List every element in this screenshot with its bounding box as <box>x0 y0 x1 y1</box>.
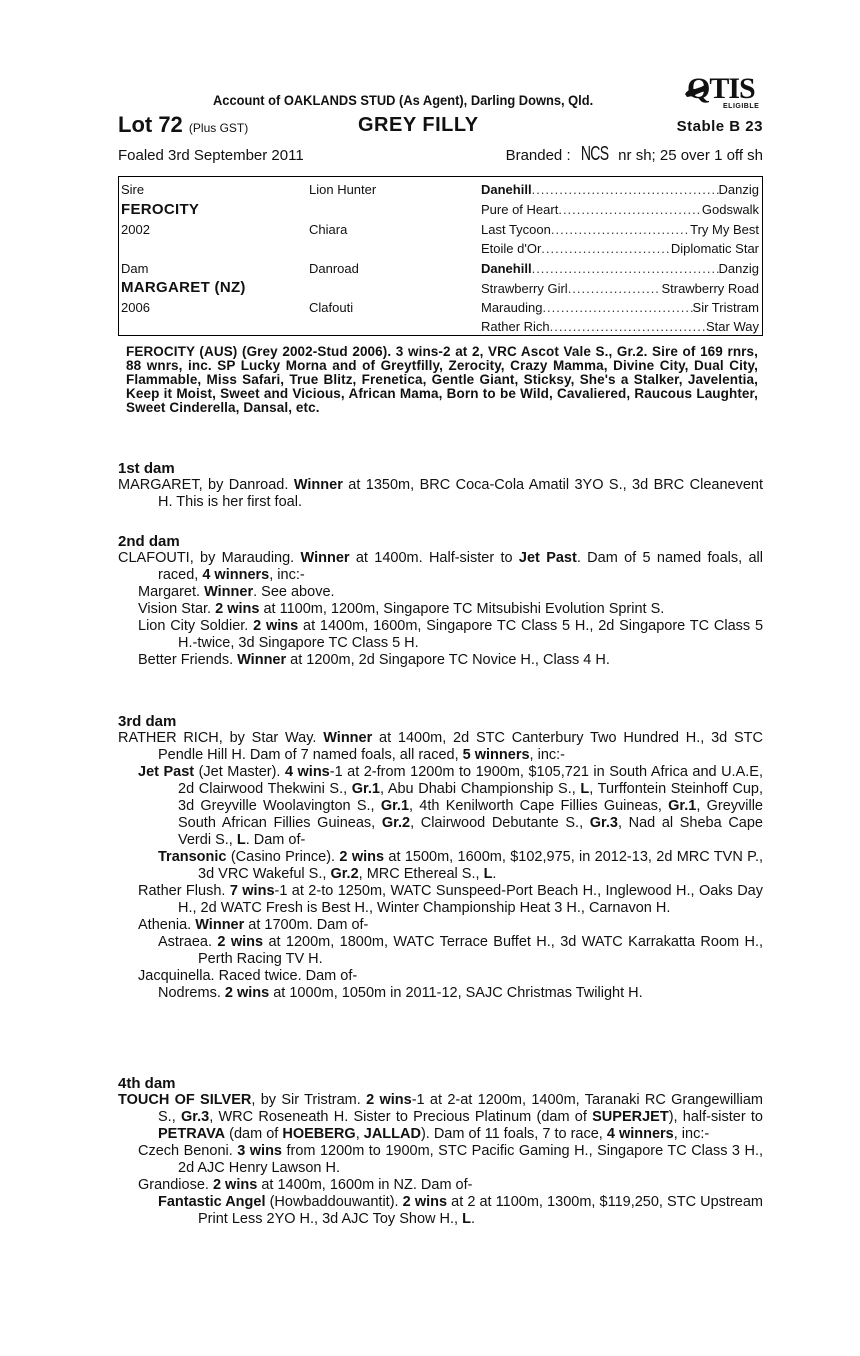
foaled-date: Foaled 3rd September 2011 <box>118 147 304 164</box>
third-dam-section <box>118 713 763 1002</box>
sire-name: FEROCITY <box>121 201 200 218</box>
section-heading: 1st dam <box>118 460 175 477</box>
ggp-row: Pure of Heart ..... Godswalk <box>481 202 759 217</box>
text-run: , WRC Roseneath H. Sister to Precious Platinum (dam of <box>209 1109 593 1125</box>
text-run: -1 at 2-at 1200m, 1400m, Taranaki RC Grangewilliam S., <box>158 1092 763 1125</box>
lot-row <box>118 112 763 140</box>
text-run: ). Dam of 11 foals, 7 to race, <box>420 1126 607 1142</box>
text-run: (dam of <box>225 1126 283 1142</box>
text-run: Rather Flush. <box>138 883 230 899</box>
dam-year: 2006 <box>121 300 150 315</box>
bold-run: 3 wins <box>237 1143 283 1159</box>
text-run: from 1200m to 1900m, STC Pacific Gaming H., Singapore TC Class 3 H., 2d AJC Henry Lawson H. <box>178 1143 763 1176</box>
text-run: at 1700m. Dam of- <box>244 917 369 933</box>
bold-run: L <box>483 866 493 882</box>
dam-paragraph <box>118 550 763 584</box>
bold-run: JALLAD <box>363 1126 421 1142</box>
text-run: -1 at 2-to 1250m, WATC Sunspeed-Port Beach H., Inglewood H., Oaks Day H., 2d WATC Fresh is Best H., Winter Championship Heat 3 H., Carnavon H. <box>178 883 763 916</box>
brand-mark: NCS <box>580 143 609 165</box>
bold-run: TOUCH OF SILVER <box>118 1092 252 1108</box>
section-heading: 4th dam <box>118 1075 176 1092</box>
text-run: , 4th Kenilworth Cape Fillies Guineas, <box>409 798 669 814</box>
gst-note: (Plus GST) <box>188 121 249 135</box>
text-run: Better Friends. <box>138 652 238 668</box>
text-run: -1 at 2-from 1200m to 1900m, $105,721 in South Africa and U.A.E, 2d Clairwood Thekwini S., <box>178 764 763 797</box>
text-run: , <box>355 1126 364 1142</box>
bold-run: Gr.3 <box>180 1109 210 1125</box>
bold-run: Gr.3 <box>589 815 618 831</box>
produce-paragraph <box>118 601 763 618</box>
bold-run: 2 wins <box>339 849 385 865</box>
produce-paragraph <box>118 764 763 849</box>
lot-number: Lot 72 (Plus GST) <box>118 112 249 137</box>
bold-run: Gr.1 <box>351 781 380 797</box>
dam-paragraph <box>118 730 763 764</box>
text-run: at 1400m, 1600m, Singapore TC Class 5 H., 2d Singapore TC Class 5 H.-twice, 3d Singapore TC Class 5 H. <box>178 618 764 651</box>
bold-run: Winner <box>195 917 245 933</box>
bold-run: Gr.2 <box>330 866 359 882</box>
produce-paragraph <box>118 934 763 968</box>
text-run: , Clairwood Debutante S., <box>410 815 590 831</box>
qtis-logo-text: QTIS <box>687 72 755 105</box>
bold-run: PETRAVA <box>158 1126 226 1142</box>
ggp-row: Danehill ..... Danzig <box>481 182 759 197</box>
text-run: Margaret. <box>138 584 205 600</box>
bold-run: 4 wins <box>284 764 330 780</box>
text-run: RATHER RICH, by Star Way. <box>118 730 324 746</box>
dam-label: Dam <box>121 261 149 276</box>
bold-run: Winner <box>293 477 343 493</box>
bold-run: Winner <box>300 550 350 566</box>
produce-paragraph <box>118 584 763 601</box>
text-run: , Greyville South African Fillies Guineas, <box>178 798 763 831</box>
bold-run: HOEBERG <box>282 1126 356 1142</box>
lot-sex: GREY FILLY <box>358 114 479 136</box>
fourth-dam-section <box>118 1075 763 1228</box>
text-run: , Turffontein Steinhoff Cup, 3d Greyville Woolavington S., <box>178 781 763 814</box>
text-run: Vision Star. <box>138 601 216 617</box>
bold-run: Gr.2 <box>381 815 411 831</box>
vendor-account: Account of OAKLANDS STUD (As Agent), Darling Downs, Qld. <box>213 92 594 108</box>
qtis-logo <box>683 72 773 112</box>
bold-run: Gr.1 <box>380 798 410 814</box>
dam-sire: Danroad <box>309 261 359 276</box>
bold-run: 2 wins <box>366 1092 412 1108</box>
bold-run: Gr.1 <box>668 798 697 814</box>
text-run: at 1000m, 1050m in 2011-12, SAJC Christmas Twilight H. <box>269 985 643 1001</box>
qtis-eligible-text: ELIGIBLE <box>723 103 760 110</box>
text-run: Astraea. <box>158 934 218 950</box>
text-run: , Nad al Sheba Cape Verdi S., <box>178 815 763 848</box>
text-run: (Howbaddouwantit). <box>265 1194 403 1210</box>
ggp-row: Rather Rich ..... Star Way <box>481 319 759 334</box>
second-dam-section <box>118 533 763 669</box>
text-run: (Casino Prince). <box>226 849 340 865</box>
text-run: , by Sir Tristram. <box>251 1092 367 1108</box>
text-run: , Abu Dhabi Championship S., <box>379 781 581 797</box>
text-run: Athenia. <box>138 917 196 933</box>
text-run: , MRC Ethereal S., <box>358 866 484 882</box>
bold-run: Fantastic Angel <box>158 1194 266 1210</box>
bold-run: L <box>580 781 590 797</box>
bold-run: 7 wins <box>229 883 275 899</box>
bold-run: 2 wins <box>402 1194 448 1210</box>
text-run: Jacquinella. Raced twice. Dam of- <box>138 968 358 984</box>
bold-run: 2 wins <box>215 601 260 617</box>
text-run: . See above. <box>253 584 335 600</box>
bold-run: Winner <box>204 584 254 600</box>
text-run: . <box>492 866 497 882</box>
bold-run: Transonic <box>158 849 227 865</box>
dam-name: MARGARET (NZ) <box>121 279 246 296</box>
bold-run: Winner <box>323 730 373 746</box>
produce-paragraph <box>118 849 763 883</box>
text-run: . <box>470 1211 475 1227</box>
sire-sire: Lion Hunter <box>309 182 377 197</box>
text-run: at 2 at 1100m, 1300m, $119,250, STC Upstream Print Less 2YO H., 3d AJC Toy Show H., <box>198 1194 763 1227</box>
sire-summary: FEROCITY (AUS) (Grey 2002-Stud 2006). 3 wins-2 at 2, VRC Ascot Vale S., Gr.2. Sire of 169 rnrs, 88 wnrs, inc. SP Lucky Morna and of Greytfilly, Zerocity, Crazy Mamma, Divine City, Dual City, Flammable, Miss Safari, True Blitz, Frenetica, Gentle Giant, Sticksy, She's a Stalker, Javelentia, Keep it Moist, Sweet and Vicious, African Mama, Born to be Wild, Cavaliered, Raucous Laughter, Sweet Cinderella, Dansal, etc. <box>126 344 758 415</box>
text-run: CLAFOUTI, by Marauding. <box>118 550 301 566</box>
text-run: Nodrems. <box>158 985 225 1001</box>
text-run: at 1400m, 2d STC Canterbury Two Hundred H., 3d STC Pendle Hill H. Dam of 7 named foals, all raced, <box>158 730 763 763</box>
text-run: at 1400m. Half-sister to <box>349 550 519 566</box>
bold-run: 2 wins <box>253 618 299 634</box>
text-run: Czech Benoni. <box>138 1143 238 1159</box>
first-dam-section <box>118 460 763 511</box>
sire-dam: Chiara <box>309 222 348 237</box>
produce-paragraph <box>118 652 763 669</box>
ggp-row: Danehill ..... Danzig <box>481 261 759 276</box>
text-run: , inc:- <box>269 567 305 583</box>
section-heading: 3rd dam <box>118 713 177 730</box>
ggp-row: Etoile d'Or ..... Diplomatic Star <box>481 241 759 256</box>
text-run: Lion City Soldier. <box>138 618 254 634</box>
bold-run: Winner <box>237 652 287 668</box>
bold-run: 5 winners <box>462 747 530 763</box>
sire-year: 2002 <box>121 222 150 237</box>
text-run: MARGARET, by Danroad. <box>118 477 294 493</box>
bold-run: 2 wins <box>217 934 264 950</box>
bold-run: L <box>462 1211 471 1227</box>
text-run: , inc:- <box>673 1126 710 1142</box>
text-run: at 1350m, BRC Coca-Cola Amatil 3YO S., 3d BRC Cleanevent H. This is her first foal. <box>158 477 763 510</box>
pedigree-table <box>118 176 763 336</box>
bold-run: Jet Past <box>138 764 195 780</box>
produce-paragraph <box>118 917 763 934</box>
bold-run: 4 winners <box>202 567 270 583</box>
ggp-row: Strawberry Girl ..... Strawberry Road <box>481 281 759 296</box>
produce-paragraph <box>118 1177 763 1194</box>
text-run: . Dam of- <box>245 832 306 848</box>
text-run: at 1100m, 1200m, Singapore TC Mitsubishi Evolution Sprint S. <box>259 601 665 617</box>
text-run: . Dam of 5 named foals, all raced, <box>158 550 763 583</box>
bold-run: 4 winners <box>606 1126 674 1142</box>
sire-label: Sire <box>121 182 145 197</box>
bold-run: SUPERJET <box>592 1109 669 1125</box>
text-run: at 1500m, 1600m, $102,975, in 2012-13, 2d MRC TVN P., 3d VRC Wakeful S., <box>198 849 763 882</box>
bold-run: 2 wins <box>212 1177 258 1193</box>
branding: Branded : NCS nr sh; 25 over 1 off sh <box>505 143 763 165</box>
text-run: (Jet Master). <box>194 764 285 780</box>
text-run: Grandiose. <box>138 1177 213 1193</box>
bold-run: Jet Past <box>518 550 577 566</box>
produce-paragraph <box>118 968 763 985</box>
ggp-row: Marauding ..... Sir Tristram <box>481 300 759 315</box>
produce-paragraph <box>118 618 763 652</box>
section-heading: 2nd dam <box>118 533 180 550</box>
bold-run: L <box>236 832 246 848</box>
produce-paragraph <box>118 883 763 917</box>
produce-paragraph <box>118 1143 763 1177</box>
text-run: ), half-sister to <box>668 1109 763 1125</box>
text-run: at 1200m, 1800m, WATC Terrace Buffet H., 3d WATC Karrakatta Room H., Perth Racing TV H. <box>198 934 764 967</box>
text-run: , inc:- <box>529 747 565 763</box>
dam-paragraph <box>118 1092 763 1143</box>
text-run: at 1200m, 2d Singapore TC Novice H., Class 4 H. <box>286 652 610 668</box>
stable-number: Stable B 23 <box>676 118 763 135</box>
ggp-row: Last Tycoon ..... Try My Best <box>481 222 759 237</box>
dam-paragraph <box>118 477 763 511</box>
text-run: at 1400m, 1600m in NZ. Dam of- <box>257 1177 473 1193</box>
produce-paragraph <box>118 985 763 1002</box>
dam-dam: Clafouti <box>309 300 354 315</box>
produce-paragraph <box>118 1194 763 1228</box>
bold-run: 2 wins <box>224 985 270 1001</box>
